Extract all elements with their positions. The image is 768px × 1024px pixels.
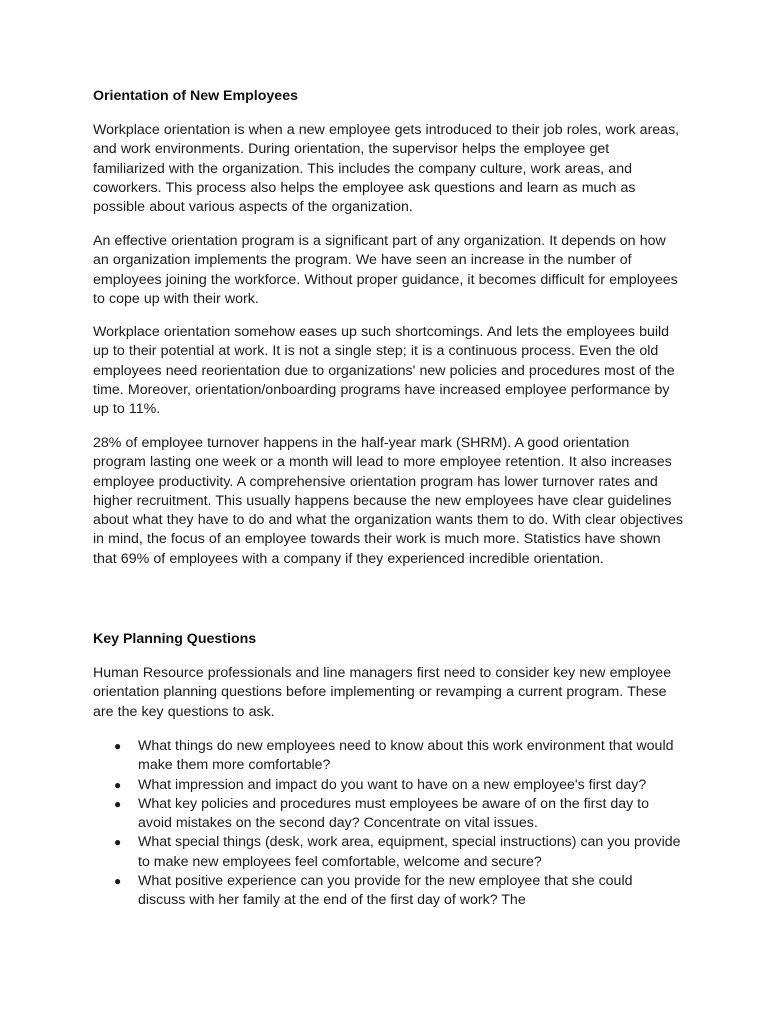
list-item [93,795,683,834]
planning-questions-list [93,737,683,911]
bullet-icon: ● [114,739,122,753]
list-item-text: What positive experience can you provide for the new employee that she could discuss with her family at the end of the first day of work? The [138,873,633,909]
bullet-icon: ● [114,777,122,792]
bullet-icon: ● [114,796,122,811]
section-title-key-planning: Key Planning Questions [93,631,257,647]
bullet-icon: ● [114,874,122,889]
paragraph-turnover-statistics: 28% of employee turnover happens in the half-year mark (SHRM). A good orientation program lasting one week or a month will lead to more employee retention. It also increases employee productivity. A comprehensive orientation program has lower turnover rates and higher recruitment. This usually happens because the new employees have clear guidelines about what they have to do and what the organization wants them to do. With clear objectives in mind, the focus of an employee towards their work is much more. Statistics have shown that 69% of employees with a company if they experienced incredible orientation. [93,435,683,567]
list-item [93,776,683,795]
bullet-icon: ● [114,835,122,850]
paragraph-workplace-orientation: Workplace orientation is when a new employee gets introduced to their job roles, work areas, and work environments. During orientation, the supervisor helps the employee get familiarized with the organization. This includes the company culture, work areas, and coworkers. This process also helps the employee ask questions and learn as much as possible about various aspects of the organization. [93,122,680,216]
paragraph-planning-intro: Human Resource professionals and line managers first need to consider key new employee orientation planning questions before implementing or revamping a current program. These are the key questions to ask. [93,665,672,720]
list-item [93,833,683,872]
list-item-text: What things do new employees need to know about this work environment that would make them more comfortable? [138,738,674,774]
paragraph-eases-shortcomings: Workplace orientation somehow eases up such shortcomings. And lets the employees build up to their potential at work. It is not a single step; it is a continuous process. Even the old employees need reorientation due to organizations' new policies and procedures most of the time. Moreover, orientation/onboarding programs have increased employee performance by up to 11%. [93,324,675,418]
paragraph-effective-program: An effective orientation program is a significant part of any organization. It depends on how an organization implements the program. We have seen an increase in the number of employees joining the workforce. Without proper guidance, it becomes difficult for employees to cope up with their work. [93,233,678,307]
list-item-text: What special things (desk, work area, equipment, special instructions) can you provide to make new employees feel comfortable, welcome and secure? [138,834,681,870]
section-title-orientation: Orientation of New Employees [93,88,298,104]
list-item [93,872,683,911]
list-item-text: What key policies and procedures must employees be aware of on the first day to avoid mistakes on the second day? Concentrate on vital issues. [138,795,650,832]
list-item [93,737,683,776]
list-item-text: What impression and impact do you want to have on a new employee's first day? [138,776,647,793]
